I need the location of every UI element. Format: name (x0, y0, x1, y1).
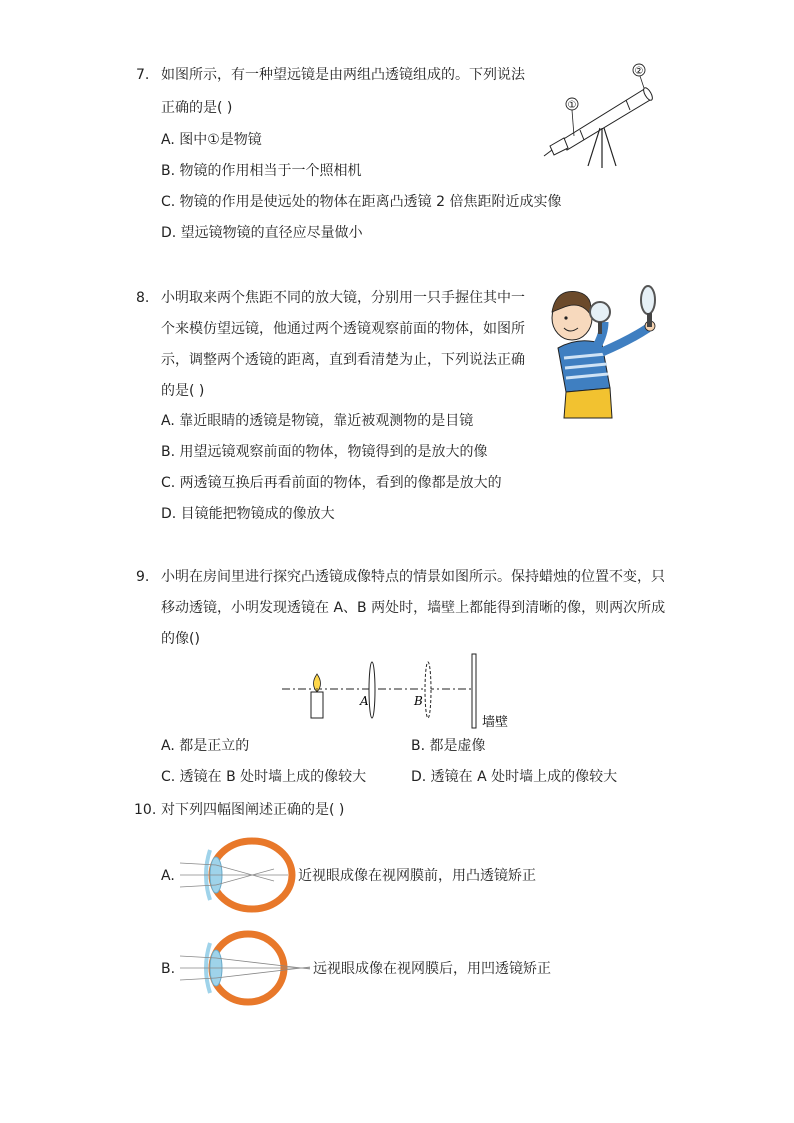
q9-option-d[interactable]: D. 透镜在 A 处时墙上成的像较大 (411, 769, 618, 785)
q7-label-1: ① (567, 100, 577, 111)
q9-number: 9. (136, 569, 150, 585)
q9-option-a[interactable]: A. 都是正立的 (161, 738, 250, 754)
q9-stem-line3: 的像() (161, 631, 200, 647)
q7-option-d[interactable]: D. 望远镜物镜的直径应尽量做小 (161, 225, 363, 241)
q9-label-a: A (360, 694, 369, 708)
telescope-figure (540, 58, 665, 170)
q9-label-wall: 墙壁 (482, 715, 509, 730)
q8-number: 8. (136, 290, 150, 306)
q7-label-2: ② (634, 66, 644, 77)
q8-stem-line2: 个来模仿望远镜，他通过两个透镜观察前面的物体，如图所 (161, 321, 525, 337)
q7-stem-line1: 如图所示，有一种望远镜是由两组凸透镜组成的。下列说法 (161, 67, 525, 83)
q9-label-b: B (414, 694, 423, 708)
q8-option-b[interactable]: B. 用望远镜观察前面的物体，物镜得到的是放大的像 (161, 444, 488, 460)
q8-stem-line3: 示，调整两个透镜的距离，直到看清楚为止，下列说法正确 (161, 352, 525, 368)
q8-option-d[interactable]: D. 目镜能把物镜成的像放大 (161, 506, 335, 522)
eye-diagram-b (180, 928, 315, 1008)
boy-with-magnifiers-figure (540, 278, 668, 418)
q8-stem-line1: 小明取来两个焦距不同的放大镜，分别用一只手握住其中一 (161, 290, 525, 306)
q8-option-c[interactable]: C. 两透镜互换后再看前面的物体，看到的像都是放大的 (161, 475, 502, 491)
q9-option-c[interactable]: C. 透镜在 B 处时墙上成的像较大 (161, 769, 367, 785)
eye-diagram-a (180, 836, 298, 914)
q10-option-a-text: 近视眼成像在视网膜前，用凸透镜矫正 (298, 868, 536, 884)
q7-stem-line2: 正确的是( ) (161, 100, 233, 116)
q9-stem-line2: 移动透镜，小明发现透镜在 A、B 两处时，墙壁上都能得到清晰的像，则两次所成 (161, 600, 666, 616)
q7-option-a[interactable]: A. 图中①是物镜 (161, 132, 262, 148)
q7-option-b[interactable]: B. 物镜的作用相当于一个照相机 (161, 163, 362, 179)
q8-option-a[interactable]: A. 靠近眼睛的透镜是物镜，靠近被观测物的是目镜 (161, 413, 474, 429)
q10-number: 10. (134, 802, 157, 818)
q10-stem: 对下列四幅图阐述正确的是( ) (161, 802, 345, 818)
q10-option-a-letter[interactable]: A. (161, 868, 175, 884)
q9-option-b[interactable]: B. 都是虚像 (411, 738, 486, 754)
candle-lens-wall-figure (282, 652, 522, 734)
q7-option-c[interactable]: C. 物镜的作用是使远处的物体在距离凸透镜 2 倍焦距附近成实像 (161, 194, 562, 210)
q10-option-b-letter[interactable]: B. (161, 961, 176, 977)
q9-stem-line1: 小明在房间里进行探究凸透镜成像特点的情景如图所示。保持蜡烛的位置不变，只 (161, 569, 665, 585)
q10-option-b-text: 远视眼成像在视网膜后，用凹透镜矫正 (313, 961, 551, 977)
q7-number: 7. (136, 67, 150, 83)
q8-stem-line4: 的是( ) (161, 383, 205, 399)
